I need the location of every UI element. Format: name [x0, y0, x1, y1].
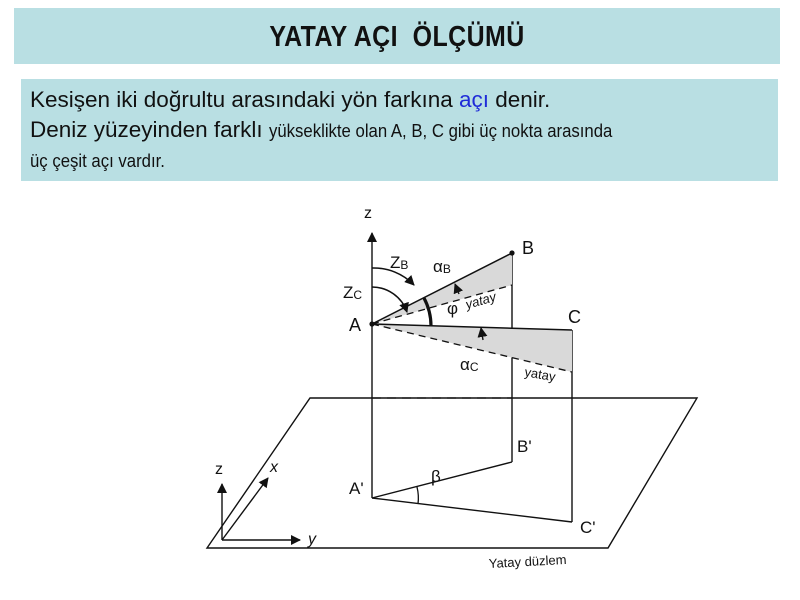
label-phi: φ	[447, 299, 459, 318]
point-b-dot	[509, 250, 514, 255]
coord-x-label: x	[270, 459, 278, 476]
projection-line-ab	[372, 462, 512, 498]
label-c: C	[568, 307, 581, 327]
label-yatay-lower: yatay	[523, 364, 557, 385]
context-text-rest: yükseklikte olan A, B, C gibi üç nokta arasında	[268, 121, 613, 141]
z-axis-label: z	[364, 205, 372, 222]
label-zb: ZB	[390, 253, 409, 272]
summary-line: üç çeşit açı vardır.	[30, 151, 165, 171]
label-yatay-upper: yatay	[463, 288, 498, 312]
point-a-dot	[369, 321, 374, 326]
definition-text: Kesişen iki doğrultu arasındaki yön farkına	[30, 87, 459, 112]
label-beta: β	[431, 467, 441, 486]
label-alpha-b: αB	[433, 257, 451, 276]
label-c-prime: C'	[580, 518, 596, 537]
context-text-start: Deniz yüzeyinden farklı	[30, 117, 269, 142]
label-a-prime: A'	[349, 479, 364, 498]
label-a: A	[349, 315, 362, 335]
label-zc: ZC	[343, 283, 363, 302]
highlighted-term: açı	[458, 87, 489, 112]
label-b-prime: B'	[517, 437, 532, 456]
definition-end: denir.	[489, 87, 551, 112]
label-yatay-duzlem: Yatay düzlem	[488, 551, 567, 571]
label-b: B	[522, 238, 535, 258]
projection-line-ac	[372, 498, 572, 522]
beta-arc	[417, 487, 418, 504]
label-alpha-c: αC	[460, 355, 479, 374]
coord-y-label: y	[308, 531, 316, 548]
slide-title: YATAY AÇI ÖLÇÜMÜ	[269, 21, 525, 53]
horizontal-plane	[207, 398, 697, 548]
coord-z-label: z	[215, 461, 223, 478]
